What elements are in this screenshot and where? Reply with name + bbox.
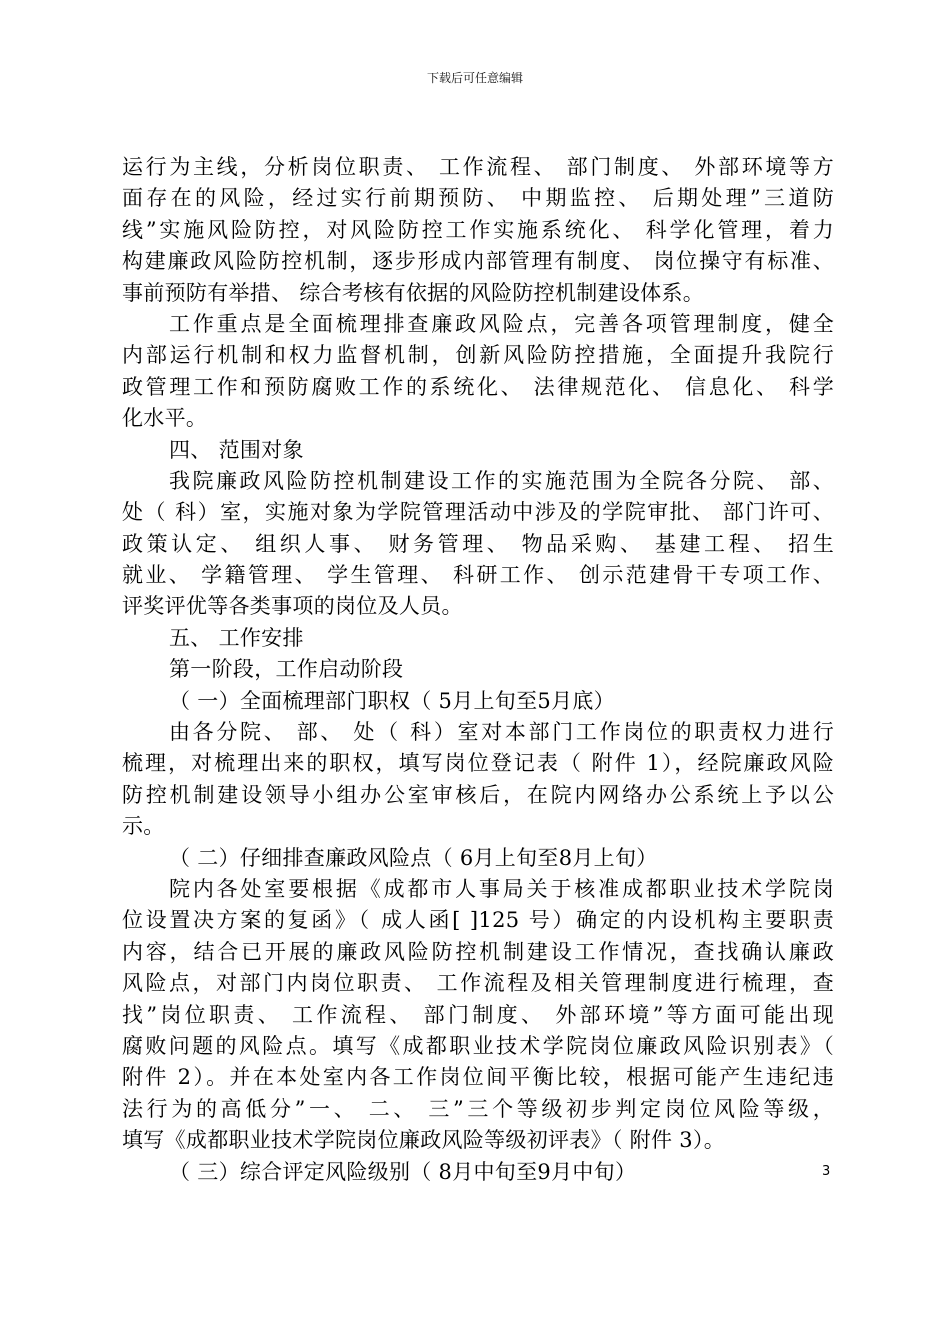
paragraph-line: 政策认定、 组织人事、 财务管理、 物品采购、 基建工程、 招生	[122, 531, 834, 556]
paragraph-line: 评奖评优等各类事项的岗位及人员。	[122, 594, 463, 619]
paragraph-line: 处（ 科）室，实施对象为学院管理活动中涉及的学院审批、 部门许可、	[122, 500, 834, 525]
paragraph-line: 工作重点是全面梳理排查廉政风险点，完善各项管理制度，健全	[169, 311, 834, 336]
section-heading: 四、 范围对象	[169, 437, 304, 462]
document-body	[122, 152, 834, 1188]
paragraph-line: 运行为主线，分析岗位职责、 工作流程、 部门制度、 外部环境等方	[122, 155, 834, 179]
paragraph-line: 法行为的高低分”一、 二、 三”三个等级初步判定岗位风险等级，	[122, 1096, 834, 1121]
paragraph-line: 风险点，对部门内岗位职责、 工作流程及相关管理制度进行梳理，查	[122, 971, 834, 996]
section-heading: 五、 工作安排	[169, 625, 304, 650]
paragraph-line: 腐败问题的风险点。填写《成都职业技术学院岗位廉政风险识别表》（	[122, 1033, 834, 1058]
subsection-heading: （ 一）全面梳理部门职权（ 5月上旬至5月底）	[169, 688, 615, 713]
paragraph-line: 面存在的风险，经过实行前期预防、 中期监控、 后期处理”三道防	[122, 186, 834, 211]
paragraph-line: 由各分院、 部、 处（ 科）室对本部门工作岗位的职责权力进行	[169, 720, 834, 745]
page-header: 下载后可任意编辑	[426, 71, 523, 85]
paragraph-line: 院内各处室要根据《成都市人事局关于核准成都职业技术学院岗	[169, 876, 834, 901]
paragraph-line: 找”岗位职责、 工作流程、 部门制度、 外部环境”等方面可能出现	[122, 1002, 834, 1027]
paragraph-line: 构建廉政风险防控机制，逐步形成内部管理有制度、 岗位操守有标准、	[122, 249, 834, 274]
subsection-heading: （ 三）综合评定风险级别（ 8月中旬至9月中旬）	[169, 1159, 637, 1184]
page-number: 3	[822, 1164, 831, 1179]
paragraph-line: 我院廉政风险防控机制建设工作的实施范围为全院各分院、 部、	[169, 468, 834, 493]
paragraph-line: 就业、 学籍管理、 学生管理、 科研工作、 创示范建骨干专项工作、	[122, 563, 834, 588]
paragraph-line: 位设置决方案的复函》（ 成人函[ ]125 号）确定的内设机构主要职责	[122, 908, 834, 933]
paragraph-line: 内部运行机制和权力监督机制，创新风险防控措施，全面提升我院行	[122, 343, 834, 368]
subsection-heading: （ 二）仔细排查廉政风险点（ 6月上旬至8月上旬）	[169, 845, 658, 870]
paragraph-line: 附件 2）。并在本处室内各工作岗位间平衡比较，根据可能产生违纪违	[122, 1065, 834, 1090]
paragraph-line: 梳理，对梳理出来的职权，填写岗位登记表（ 附件 1），经院廉政风险	[122, 751, 834, 776]
paragraph-line: 示。	[122, 814, 165, 839]
paragraph-line: 内容，结合已开展的廉政风险防控机制建设工作情况，查找确认廉政	[122, 939, 834, 964]
paragraph-line: 化水平。	[122, 406, 208, 431]
paragraph-line: 填写《成都职业技术学院岗位廉政风险等级初评表》（ 附件 3）。	[122, 1128, 726, 1153]
paragraph-line: 政管理工作和预防腐败工作的系统化、 法律规范化、 信息化、 科学	[122, 374, 834, 399]
paragraph-line: 线”实施风险防控，对风险防控工作实施系统化、 科学化管理，着力	[122, 217, 834, 242]
paragraph-line: 防控机制建设领导小组办公室审核后，在院内网络办公系统上予以公	[122, 782, 834, 807]
paragraph-line: 事前预防有举措、 综合考核有依据的风险防控机制建设体系。	[122, 280, 705, 305]
stage-heading: 第一阶段，工作启动阶段	[169, 657, 404, 682]
